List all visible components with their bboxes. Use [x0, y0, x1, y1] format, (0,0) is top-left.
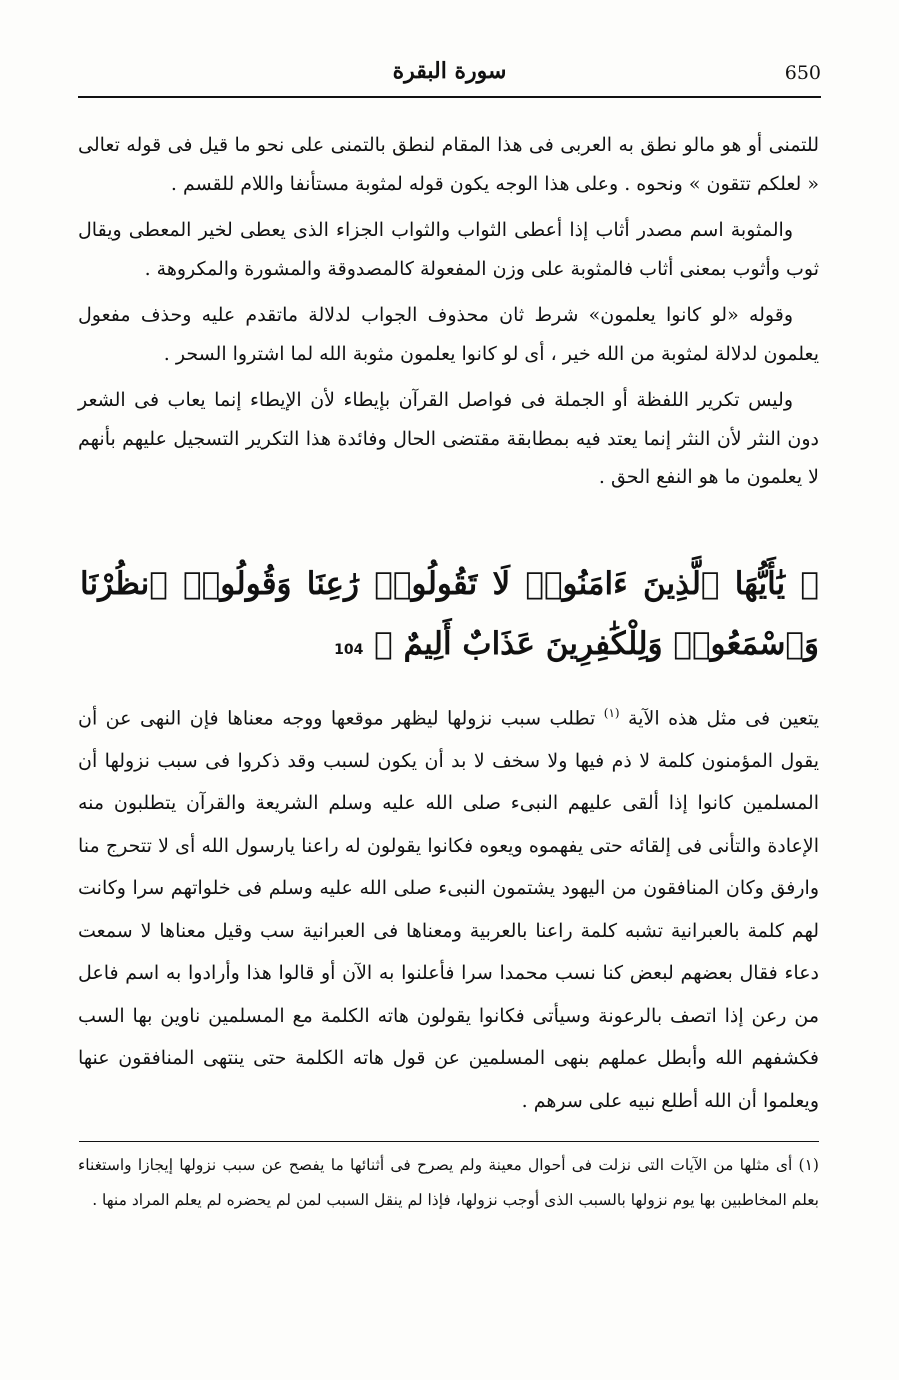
footnote-text: أى مثلها من الآيات التى نزلت فى أحوال معينة ولم يصرح فى أثنائها ما يفصح عن سبب نزولها إيجازا واستغناء بعلم المخاطبين بها يوم نزولها بالسبب الذى أوجب نزولها، فإذا لم ينقل السبب لمن لم يحضره لم يعلم المراد منها . [78, 1156, 819, 1209]
page-header [78, 58, 821, 94]
paragraph-1: للتمنى أو هو مالو نطق به العربى فى هذا المقام لنطق بالتمنى على نحو ما قيل فى قوله تعالى « لعلكم تتقون » ونحوه . وعلى هذا الوجه يكون قوله لمثوبة مستأنفا واللام للقسم . [78, 134, 819, 195]
verse-close-bracket: ﴾ [374, 626, 393, 662]
footnote-1 [78, 1148, 819, 1218]
paragraph-4: وليس تكرير اللفظة أو الجملة فى فواصل القرآن بإيطاء لأن الإيطاء إنما يعاب فى الشعر دون النثر لأن النثر إنما يعتد فيه بمطابقة مقتضى الحال وفائدة هذا التكرير التسجيل عليهم بأنهم لا يعلمون ما هو النفع الحق . [78, 389, 819, 488]
header-divider [78, 96, 821, 98]
footnote-reference: (١) [603, 706, 620, 720]
commentary-paragraph [78, 692, 819, 1122]
body-text [78, 126, 819, 505]
verse-text: يَٰأَيُّهَا ٱلَّذِينَ ءَامَنُوا۟ لَا تَقُولُوا۟ رَٰعِنَا وَقُولُوا۟ ٱنظُرْنَا وَٱسْمَعُوا۟ وَلِلْكَٰفِرِينَ عَذَابٌ أَلِيمٌ [80, 566, 819, 662]
page-number: 650 [784, 62, 821, 84]
footnote-divider [79, 1141, 819, 1142]
commentary [78, 692, 819, 1122]
footnote-marker: (١) [798, 1156, 819, 1174]
commentary-text-rest: تطلب سبب نزولها ليظهر موقعها ووجه معناها فإن النهى عن أن يقول المؤمنون كلمة لا ذم فيها ولا سخف لا بد أن يكون لسبب وقد ذكروا فى سبب نزولها أن المسلمين كانوا إذا ألقى عليهم النبىء صلى الله عليه وسلم الشريعة والقرآن يتطلبون منه الإعادة والتأنى فى إلقائه حتى يفهموه ويعوه فكانوا يقولون له راعنا يارسول الله أى لا تتحرج منا وارفق وكان المنافقون من اليهود يشتمون النبىء صلى الله عليه وسلم فى خلواتهم سرا وكانت لهم كلمة بالعبرانية تشبه كلمة راعنا بالعربية ومعناها فى العبرانية سب وقيل معناها لا سمعت دعاء فقال بعضهم لبعض كنا نسب محمدا سرا فأعلنوا به الآن أو قالوا هذا وأرادوا به اسم فاعل من رعن إذا اتصف بالرعونة وسيأتى فكانوا يقولون هاته الكلمة مع المسلمين ناوين بها السب فكشفهم الله وأبطل عملهم بنهى المسلمين عن قول هاته الكلمة حتى ينتهى المنافقون عنها ويعلموا أن الله أطلع نبيه على سرهم . [78, 707, 819, 1112]
commentary-text-start: يتعين فى مثل هذه الآية [628, 707, 819, 730]
running-title: سورة البقرة [392, 58, 507, 84]
verse-number: 104 [334, 642, 364, 658]
footnotes [78, 1148, 819, 1218]
paragraph-2: والمثوبة اسم مصدر أثاب إذا أعطى الثواب والثواب الجزاء الذى يعطى لخير المعطى ويقال ثوب وأثوب بمعنى أثاب فالمثوبة على وزن المفعولة كالمصدوقة والمشورة والمكروهة . [78, 219, 819, 280]
quran-verse [80, 554, 819, 680]
paragraph-3: وقوله «لو كانوا يعلمون» شرط ثان محذوف الجواب لدلالة ماتقدم عليه وحذف مفعول يعلمون لدلالة لمثوبة من الله خير ، أى لو كانوا يعلمون مثوبة الله لما اشتروا السحر . [78, 304, 819, 365]
verse-open-bracket: ﴿ [800, 566, 819, 602]
